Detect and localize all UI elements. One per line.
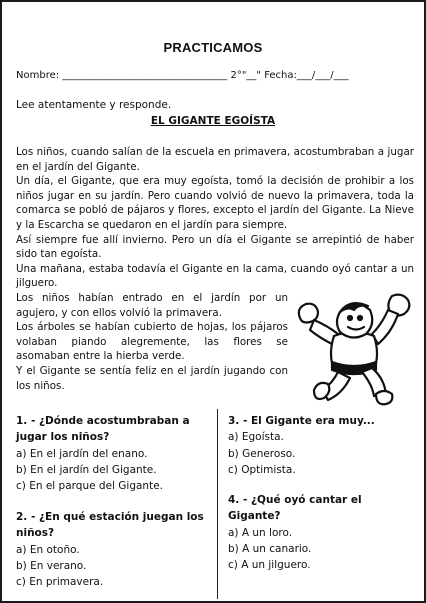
question-text: 2. - ¿En qué estación juegan los niños? [16,511,204,540]
story-paragraph: Los niños, cuando salían de la escuela en primavera, acostumbraban a jugar en el jardín del Gigante. [16,146,414,173]
answer-option[interactable]: b) A un canario. [228,542,312,555]
answer-option[interactable]: a) En el jardín del enano. [16,447,148,460]
story-paragraph: Una mañana, estaba todavía el Gigante en la cama, cuando oyó cantar a un jilguero. [16,262,414,290]
story-paragraph: Los árboles se habían cubierto de hojas, los pájaros volaban piando alegremente, las flores se asomaban entre la hierba verde. [16,321,288,363]
name-date-line: Nombre: _________________________________ 2°"__" Fecha:___/___/___ [16,70,349,81]
answer-option[interactable]: c) En el parque del Gigante. [16,480,163,493]
giant-illustration [292,290,420,406]
story-paragraph: Un día, el Gigante, que era muy egoísta, tomó la decisión de prohibir a los niños jugar en su jardín. Pero cuando volvió de nuevo la primavera, toda la comarca se pobló de pájaros y flores, excepto el jardín del Gigante. La Nieve y la Escarcha se quedaron en el jardín para siempre. [16,175,414,231]
question-block [228,492,378,573]
question-block [16,413,206,494]
story-paragraph: Y el Gigante se sentía feliz en el jardín jugando con los niños. [16,364,288,392]
question-block [16,509,206,590]
question-block [228,413,416,478]
answer-option[interactable]: b) Generoso. [228,447,296,460]
question-text: 1. - ¿Dónde acostumbraban a jugar los niños? [16,415,190,444]
story-paragraph: Así siempre fue allí invierno. Pero un día el Gigante se arrepintió de haber sido tan egoísta. [16,233,414,261]
instructions: Lee atentamente y responde. [16,99,172,111]
story-title: EL GIGANTE EGOÍSTA [150,115,276,127]
answer-option[interactable]: c) A un jilguero. [228,559,311,572]
question-text: 3. - El Gigante era muy... [228,415,375,427]
story-paragraph: Los niños habían entrado en el jardín por un agujero, y con ellos volvió la primavera. [16,291,288,319]
answer-option[interactable]: a) En otoño. [16,543,80,556]
answer-option[interactable]: c) Optimista. [228,463,296,476]
answer-option[interactable]: b) En el jardín del Gigante. [16,463,157,476]
question-text: 4. - ¿Qué oyó cantar el Gigante? [228,494,362,523]
answer-option[interactable]: a) A un loro. [228,526,293,539]
page-title: PRACTICAMOS [163,40,263,55]
answer-option[interactable]: a) Egoísta. [228,431,284,444]
answer-option[interactable]: c) En primavera. [16,576,104,589]
answer-option[interactable]: b) En verano. [16,559,87,572]
column-divider [217,409,218,599]
